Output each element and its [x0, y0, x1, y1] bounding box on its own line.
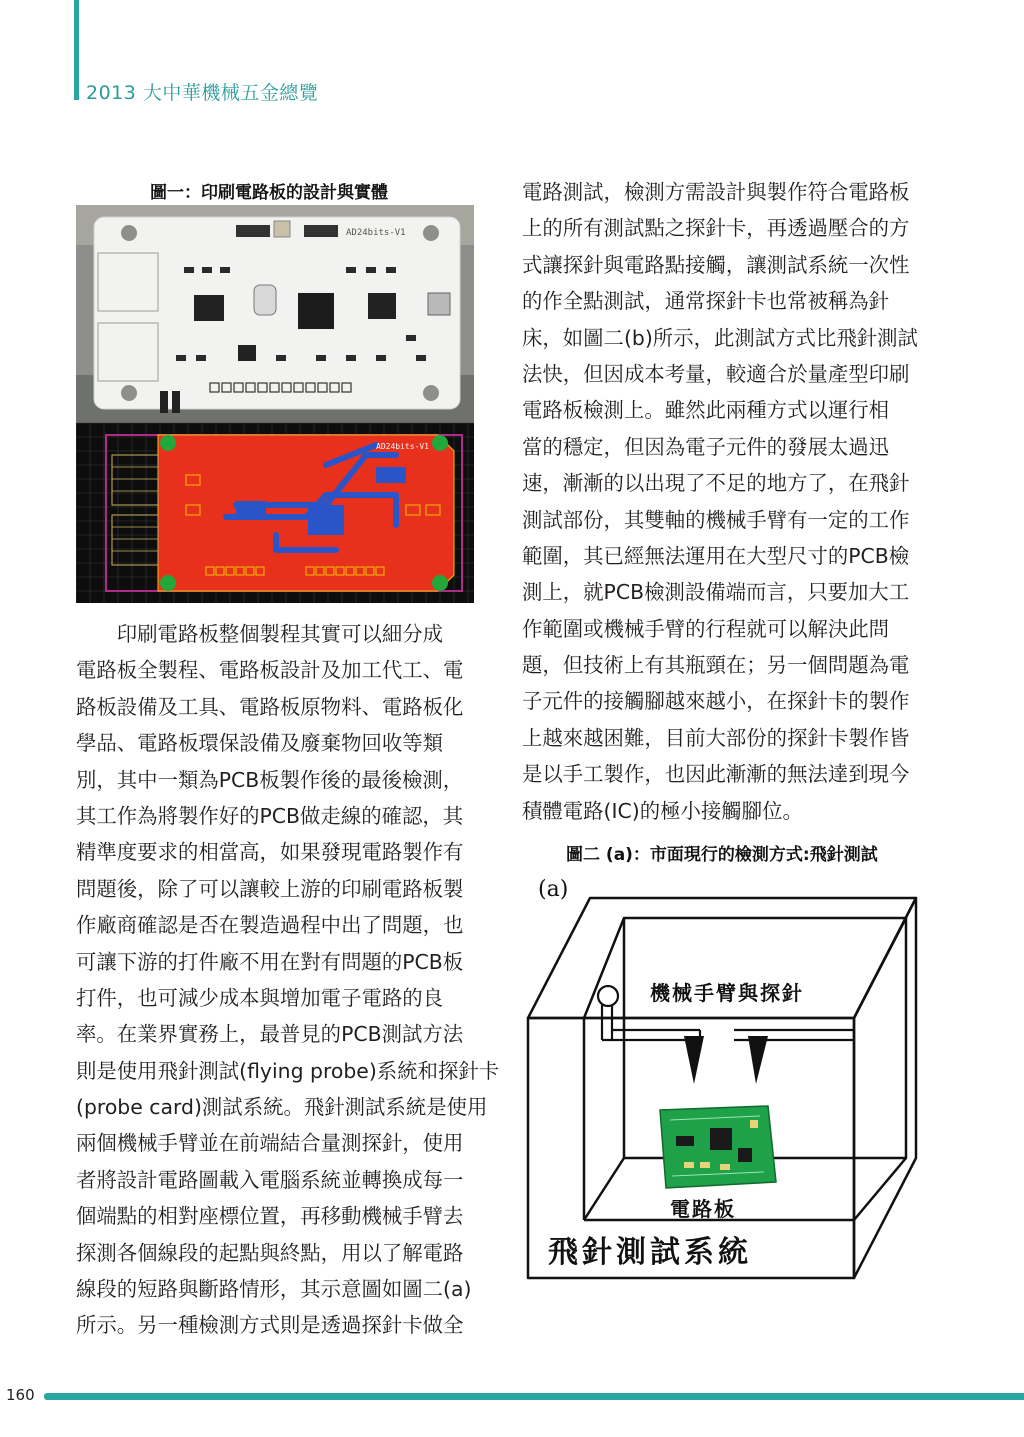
text-line: 測試部份，其雙軸的機械手臂有一定的工作 [522, 507, 910, 532]
figure2-panel-label: (a) [538, 877, 569, 902]
white-pcb-photo [94, 217, 460, 413]
figure2-caption: 圖二 (a)：市面現行的檢測方式:飛針測試 [566, 845, 878, 865]
figure2-flying-probe-diagram [524, 870, 918, 1280]
text-line: 的作全點測試，通常探針卡也常被稱為針 [522, 289, 890, 314]
text-line: 範圍，其已經無法運用在大型尺寸的PCB檢 [522, 543, 910, 568]
text-line: 精準度要求的相當高，如果發現電路製作有 [76, 840, 464, 865]
text-line: 學品、電路板環保設備及廢棄物回收等類 [76, 731, 444, 756]
text-line: 打件，也可減少成本與增加電子電路的良 [76, 985, 444, 1010]
flying-probe-system-label: 飛針測試系統 [548, 1235, 752, 1270]
text-line: 子元件的接觸腳越來越小，在探針卡的製作 [522, 689, 910, 714]
text-line: 則是使用飛針測試(flying probe)系統和探針卡 [76, 1058, 500, 1083]
figure1-caption: 圖一：印刷電路板的設計與實體 [150, 183, 388, 203]
text-line: 積體電路(IC)的極小接觸腳位。 [522, 798, 803, 823]
arm-probe-label: 機械手臂與探針 [650, 981, 804, 1005]
text-line: 者將設計電路圖載入電腦系統並轉換成每一 [76, 1167, 464, 1192]
figure1-pcb-images [76, 205, 474, 603]
text-line: 所示。另一種檢測方式則是透過探針卡做全 [76, 1313, 464, 1338]
page-number: 160 [6, 1386, 35, 1404]
text-line: 上越來越困難，目前大部份的探針卡製作皆 [522, 725, 910, 750]
pcb-layout-render [76, 423, 474, 603]
text-line: 可讓下游的打件廠不用在對有問題的PCB板 [76, 949, 464, 974]
text-line: 當的穩定，但因為電子元件的發展太過迅 [522, 434, 890, 459]
text-line: 作範圍或機械手臂的行程就可以解決此問 [522, 616, 890, 641]
header-accent-bar [74, 0, 79, 100]
text-line: 式讓探針與電路點接觸，讓測試系統一次性 [522, 252, 910, 277]
text-line: 其工作為將製作好的PCB做走線的確認，其 [76, 803, 464, 828]
left-text-column [76, 616, 500, 1344]
text-line: 測上，就PCB檢測設備端而言，只要加大工 [522, 580, 910, 605]
circuit-board-label: 電路板 [670, 1197, 736, 1221]
right-text-column [522, 174, 924, 829]
text-line: 電路板檢測上。雖然此兩種方式以運行相 [522, 398, 890, 423]
text-line: 印刷電路板整個製程其實可以細分成 [76, 622, 444, 646]
text-line: 電路板全製程、電路板設計及加工代工、電 [76, 658, 464, 683]
text-line: 電路測試，檢測方需設計與製作符合電路板 [522, 180, 910, 204]
text-line: 是以手工製作，也因此漸漸的無法達到現今 [522, 762, 910, 787]
test-chamber-frame [528, 898, 916, 1278]
text-line: 上的所有測試點之探針卡，再透過壓合的方 [522, 216, 910, 241]
text-line: 線段的短路與斷路情形，其示意圖如圖二(a) [76, 1277, 472, 1302]
text-line: 問題後，除了可以讓較上游的印刷電路板製 [76, 876, 464, 901]
board-silkscreen-label: AD24bits-V1 [346, 228, 406, 238]
footer-accent-rule [44, 1393, 1024, 1400]
running-title: 2013 大中華機械五金總覽 [86, 82, 319, 104]
layout-silkscreen-label: AD24bits-V1 [376, 442, 429, 451]
text-line: 個端點的相對座標位置，再移動機械手臂去 [76, 1204, 464, 1229]
text-line: 法快，但因成本考量，較適合於量產型印刷 [522, 361, 910, 386]
text-line: 速，漸漸的以出現了不足的地方了，在飛針 [522, 471, 910, 496]
text-line: 路板設備及工具、電路板原物料、電路板化 [76, 694, 464, 719]
text-line: 兩個機械手臂並在前端結合量測探針，使用 [76, 1131, 464, 1156]
text-line: 別，其中一類為PCB板製作後的最後檢測， [76, 767, 464, 792]
text-line: 題，但技術上有其瓶頸在；另一個問題為電 [522, 653, 910, 678]
text-line: (probe card)測試系統。飛針測試系統是使用 [76, 1095, 488, 1120]
text-line: 床，如圖二(b)所示，此測試方式比飛針測試 [522, 325, 918, 350]
text-line: 率。在業界實務上，最普見的PCB測試方法 [76, 1022, 464, 1047]
circuit-board-photo [660, 1106, 776, 1188]
text-line: 作廠商確認是否在製造過程中出了問題，也 [76, 913, 464, 938]
text-line: 探測各個線段的起點與終點，用以了解電路 [76, 1240, 464, 1265]
probe-needles [684, 1036, 768, 1084]
